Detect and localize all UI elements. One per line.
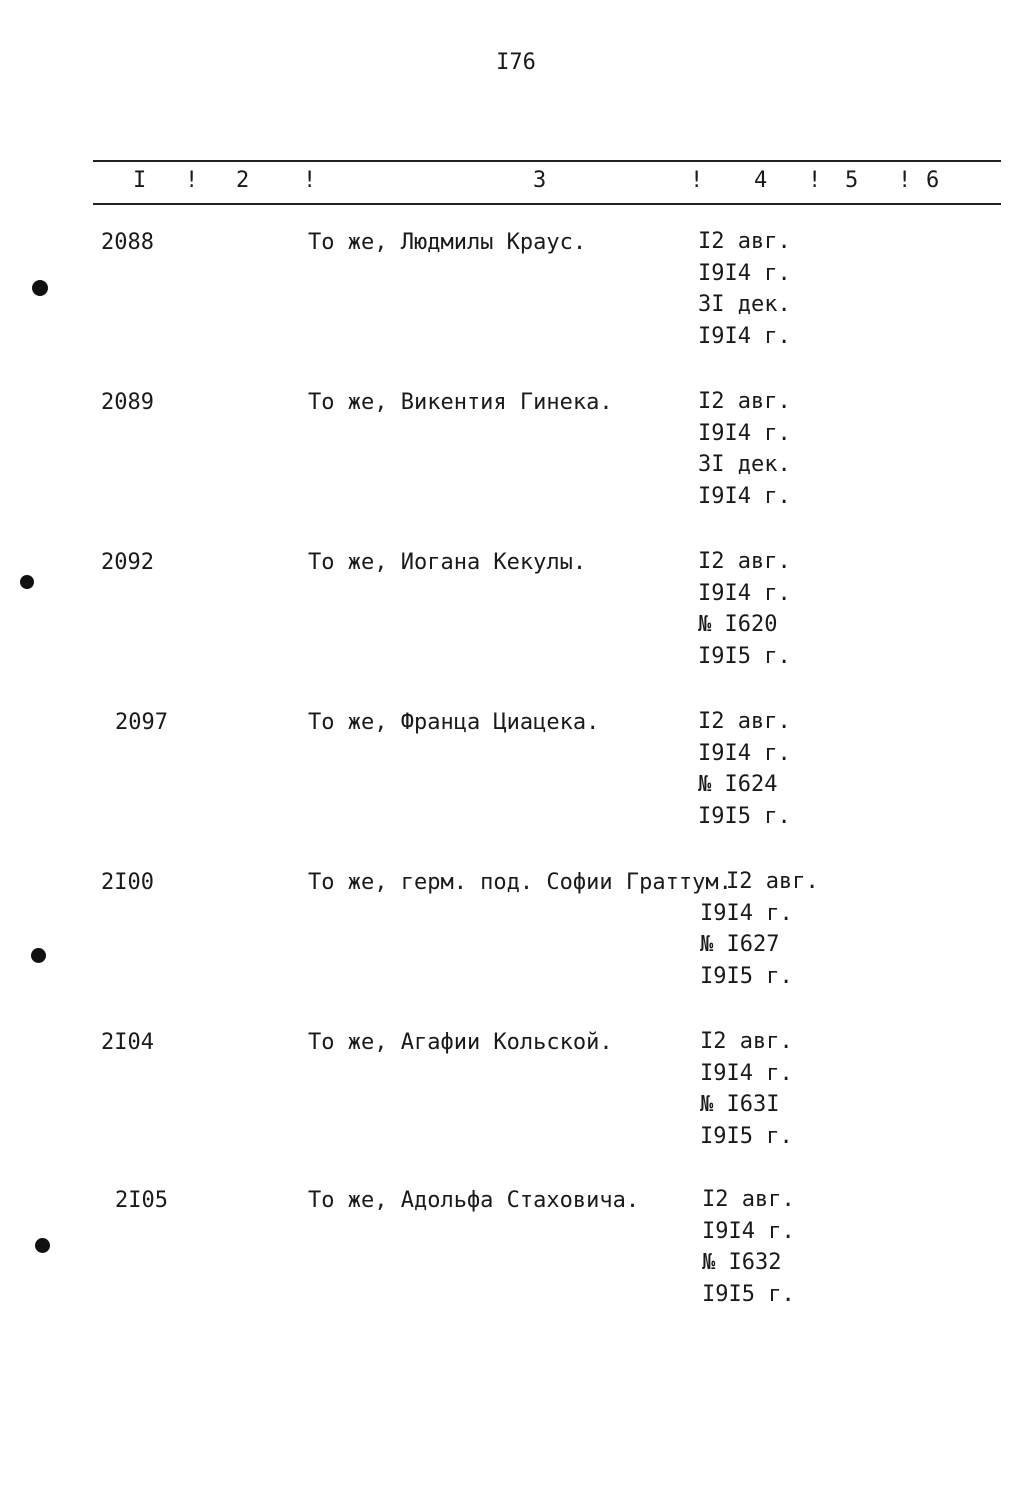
entry-dates	[700, 1026, 793, 1152]
entry-date-line: I9I4 г.	[698, 580, 791, 606]
entry-description: То же, Адольфа Стаховича.	[308, 1188, 640, 1213]
entry-dates	[700, 866, 819, 992]
header-col-2: 2	[236, 168, 250, 193]
table-row	[0, 550, 1024, 690]
entry-date-line: 3I дек.	[698, 452, 791, 477]
entry-description: То же, Викентия Гинека.	[308, 390, 613, 415]
entry-dates	[698, 706, 791, 832]
entry-dates	[698, 546, 791, 672]
entry-date-line: № I627	[700, 932, 780, 957]
entry-number: 2I00	[101, 870, 154, 895]
binder-hole-mark	[20, 575, 34, 589]
entry-date-line: I9I5 г.	[698, 643, 791, 669]
entry-dates	[698, 386, 791, 512]
entry-date-line: № I63I	[700, 1092, 780, 1117]
entry-number: 2I05	[115, 1188, 168, 1213]
entry-description: То же, герм. под. Софии Граттум.	[308, 870, 732, 895]
entry-date-line: I9I4 г.	[698, 420, 791, 446]
entry-description: То же, Агафии Кольской.	[308, 1030, 613, 1055]
table-top-rule	[93, 160, 1001, 162]
entry-date-line: I9I5 г.	[700, 963, 793, 989]
binder-hole-mark	[35, 1238, 50, 1253]
entry-number: 2097	[115, 710, 168, 735]
header-separator: !	[808, 168, 822, 193]
entry-number: 2089	[101, 390, 154, 415]
header-col-3: 3	[533, 168, 547, 193]
binder-hole-mark	[32, 280, 48, 296]
header-col-1: I	[133, 168, 147, 193]
binder-hole-mark	[31, 948, 46, 963]
entry-description: То же, Людмилы Краус.	[308, 230, 587, 255]
header-separator: !	[690, 168, 704, 193]
table-row	[0, 1030, 1024, 1170]
entry-date-line: I2 авг.	[702, 1187, 795, 1212]
entry-date-line: I2 авг.	[726, 869, 819, 894]
entry-date-line: I9I5 г.	[698, 803, 791, 829]
entry-date-line: I9I4 г.	[698, 483, 791, 509]
entry-dates	[698, 226, 791, 352]
table-header-rule	[93, 203, 1001, 205]
entry-date-line: I9I4 г.	[700, 1060, 793, 1086]
entry-date-line: I9I4 г.	[700, 900, 793, 926]
header-separator: !	[185, 168, 199, 193]
entry-date-line: № I624	[698, 772, 778, 797]
entry-date-line: I2 авг.	[700, 1029, 793, 1054]
header-col-5: 5	[845, 168, 859, 193]
entry-date-line: I9I4 г.	[698, 260, 791, 286]
entry-date-line: I9I4 г.	[702, 1218, 795, 1244]
entry-number: 2I04	[101, 1030, 154, 1055]
entry-dates	[702, 1184, 795, 1310]
entry-date-line: I9I4 г.	[698, 323, 791, 349]
entry-number: 2092	[101, 550, 154, 575]
entry-date-line: I2 авг.	[698, 709, 791, 734]
table-row	[0, 1188, 1024, 1328]
table-row	[0, 870, 1024, 1010]
entry-date-line: 3I дек.	[698, 292, 791, 317]
entry-date-line: I2 авг.	[698, 229, 791, 254]
table-row	[0, 390, 1024, 530]
entry-number: 2088	[101, 230, 154, 255]
entry-date-line: № I632	[702, 1250, 782, 1275]
table-row	[0, 230, 1024, 370]
page-number: I76	[496, 50, 536, 75]
entry-date-line: I9I5 г.	[702, 1281, 795, 1307]
entry-date-line: I2 авг.	[698, 549, 791, 574]
header-col-4: 4	[754, 168, 768, 193]
header-separator: !	[303, 168, 317, 193]
entry-date-line: I9I4 г.	[698, 740, 791, 766]
entry-description: То же, Иогана Кекулы.	[308, 550, 587, 575]
table-row	[0, 710, 1024, 850]
entry-date-line: I2 авг.	[698, 389, 791, 414]
header-separator: !	[898, 168, 912, 193]
header-col-6: 6	[926, 168, 940, 193]
entry-description: То же, Франца Циацека.	[308, 710, 600, 735]
entry-date-line: № I620	[698, 612, 778, 637]
entry-date-line: I9I5 г.	[700, 1123, 793, 1149]
